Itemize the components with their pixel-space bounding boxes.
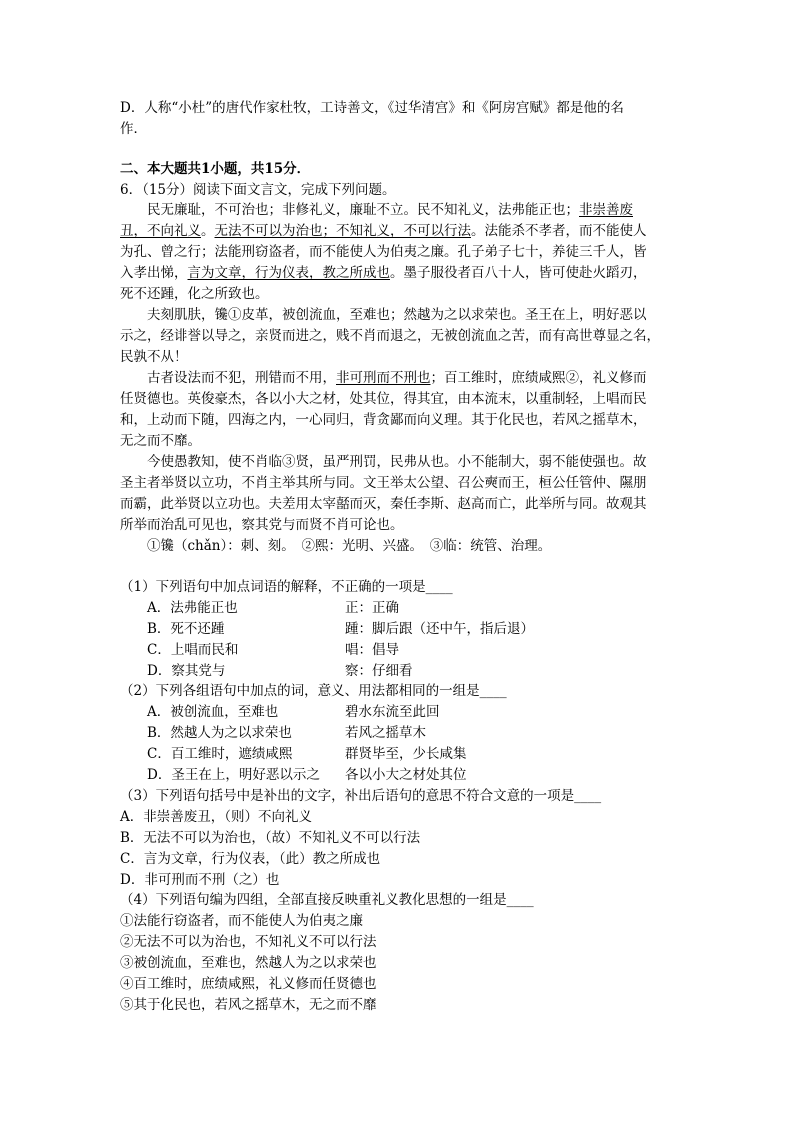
passage-p1-line4: 入孝出悌，言为文章，行为仪表，教之所成也。墨子服役者百八十人，皆可使赴火蹈刃， [120, 265, 647, 281]
sub2-stem: （2）下列各组语句中加点的词，意义、用法都相同的一组是____ [120, 683, 507, 699]
sub4-stem: （4）下列语句编为四组，全部直接反映重礼义教化思想的一组是____ [120, 892, 534, 908]
passage-p4-line4: 所举而治乱可见也，察其党与而贤不肖可论也。 [120, 517, 404, 533]
sub2-option-b: B．然越人为之以求荣也 [147, 725, 292, 741]
passage-p1-line2: 丑，不向礼义。无法不可以为治也；不知礼义，不可以行法。法能杀不孝者，而不能使人 [120, 223, 647, 239]
underlined-phrase: 非崇善废 [579, 202, 633, 218]
sub2-option-b-pair: 若风之摇草木 [345, 725, 426, 741]
underlined-phrase: 非可刑而不刑也 [336, 370, 431, 386]
passage-p3-line2: 任贤德也。英俊豪杰，各以小大之材，处其位，得其宜，由本流末，以重制轻，上唱而民 [120, 391, 647, 407]
underlined-phrase: 丑，不向礼义 [120, 223, 201, 239]
passage-p2-line3: 民孰不从！ [120, 349, 188, 365]
sub4-item-5: ⑤其于化民也，若风之摇草木，无之而不靡 [120, 997, 377, 1013]
option-d-prev-line1: D．人称“小杜”的唐代作家杜牧，工诗善文，《过华清宫》和《阿房宫赋》都是他的名 [120, 100, 624, 116]
sub2-option-d: D．圣王在上，明好恶以示之 [147, 767, 320, 783]
passage-p1-line5: 死不还踵，化之所致也。 [120, 286, 269, 302]
sub1-option-c-gloss: 唱：倡导 [345, 642, 399, 658]
sub1-option-c: C．上唱而民和 [147, 642, 239, 658]
sub2-option-a-pair: 碧水东流至此回 [345, 704, 440, 720]
sub1-option-a: A．法弗能正也 [147, 600, 238, 616]
sub1-option-b: B．死不还踵 [147, 621, 225, 637]
sub1-option-a-gloss: 正：正确 [345, 600, 399, 616]
sub3-stem: （3）下列语句括号中是补出的文字，补出后语句的意思不符合文意的一项是____ [120, 788, 602, 804]
sub1-option-d: D．察其党与 [147, 663, 226, 679]
sub1-option-d-gloss: 察：仔细看 [345, 663, 413, 679]
passage-p3-line3: 和，上动而下随，四海之内，一心同归，背贪鄙而向义理。其于化民也，若风之摇草木， [120, 412, 647, 428]
sub2-option-c-pair: 群贤毕至，少长咸集 [345, 746, 467, 762]
passage-p4-line3: 而霸，此举贤以立功也。夫差用太宰嚭而灭，秦任李斯、赵高而亡，此举所与同。故观其 [120, 496, 647, 512]
passage-p3-line4: 无之而不靡。 [120, 433, 201, 449]
sub3-option-a: A．非崇善废丑，（则）不向礼义 [120, 809, 312, 825]
question6-intro: 6．（15分）阅读下面文言文，完成下列问题。 [120, 182, 396, 198]
section-title: 二、本大题共1小题，共15分． [120, 161, 311, 177]
sub1-stem: （1）下列语句中加点词语的解释，不正确的一项是____ [120, 579, 453, 595]
sub2-option-c: C．百工维时，遮绩咸熙 [147, 746, 293, 762]
sub3-option-c: C．言为文章，行为仪表，（此）教之所成也 [120, 851, 381, 867]
sub4-item-1: ①法能行窃盗者，而不能使人为伯夷之廉 [120, 913, 363, 929]
sub4-item-3: ③被创流血，至难也，然越人为之以求荣也 [120, 955, 377, 971]
sub4-item-2: ②无法不可以为治也，不知礼义不可以行法 [120, 934, 377, 950]
passage-p2-line1: 夫刻肌肤，镵①皮革，被创流血，至难也；然越为之以求荣也。圣王在上，明好恶以 [147, 307, 647, 323]
passage-p2-line2: 示之，经诽誉以导之，亲贤而进之，贱不肖而退之，无被创流血之苦，而有高世尊显之名， [120, 328, 660, 344]
passage-p1-line1: 民无廉耻，不可治也；非修礼义，廉耻不立。民不知礼义，法弗能正也；非崇善废 [147, 202, 633, 218]
underlined-phrase: 言为文章，行为仪表，教之所成也 [187, 265, 390, 281]
underlined-phrase: 无法不可以为治也；不知礼义，不可以行法 [214, 223, 471, 239]
passage-notes: ①镵（chǎn）：刺、刻。 ②熙：光明、兴盛。 ③临：统管、治理。 [147, 538, 552, 554]
passage-p1-line3: 为孔、曾之行；法能刑窃盗者，而不能使人为伯夷之廉。孔子弟子七十，养徒三千人，皆 [120, 244, 647, 260]
option-d-prev-line2: 作． [120, 121, 147, 137]
passage-p3-line1: 古者设法而不犯，刑错而不用，非可刑而不刑也；百工维时，庶绩咸熙②，礼义修而 [147, 370, 647, 386]
sub4-item-4: ④百工维时，庶绩咸熙，礼义修而任贤德也 [120, 976, 377, 992]
sub2-option-d-pair: 各以小大之材处其位 [345, 767, 467, 783]
sub1-option-b-gloss: 踵：脚后跟（还中午，指后退） [345, 621, 534, 637]
sub3-option-b: B．无法不可以为治也，（故）不知礼义不可以行法 [120, 830, 421, 846]
sub3-option-d: D．非可刑而不刑（之）也 [120, 872, 280, 888]
sub2-option-a: A．被创流血，至难也 [147, 704, 279, 720]
passage-p4-line1: 今使愚教知，使不肖临③贤，虽严刑罚，民弗从也。小不能制大，弱不能使强也。故 [147, 454, 647, 470]
passage-p4-line2: 圣主者举贤以立功，不肖主举其所与同。文王举太公望、召公奭而王，桓公任管仲、隰朋 [120, 475, 647, 491]
